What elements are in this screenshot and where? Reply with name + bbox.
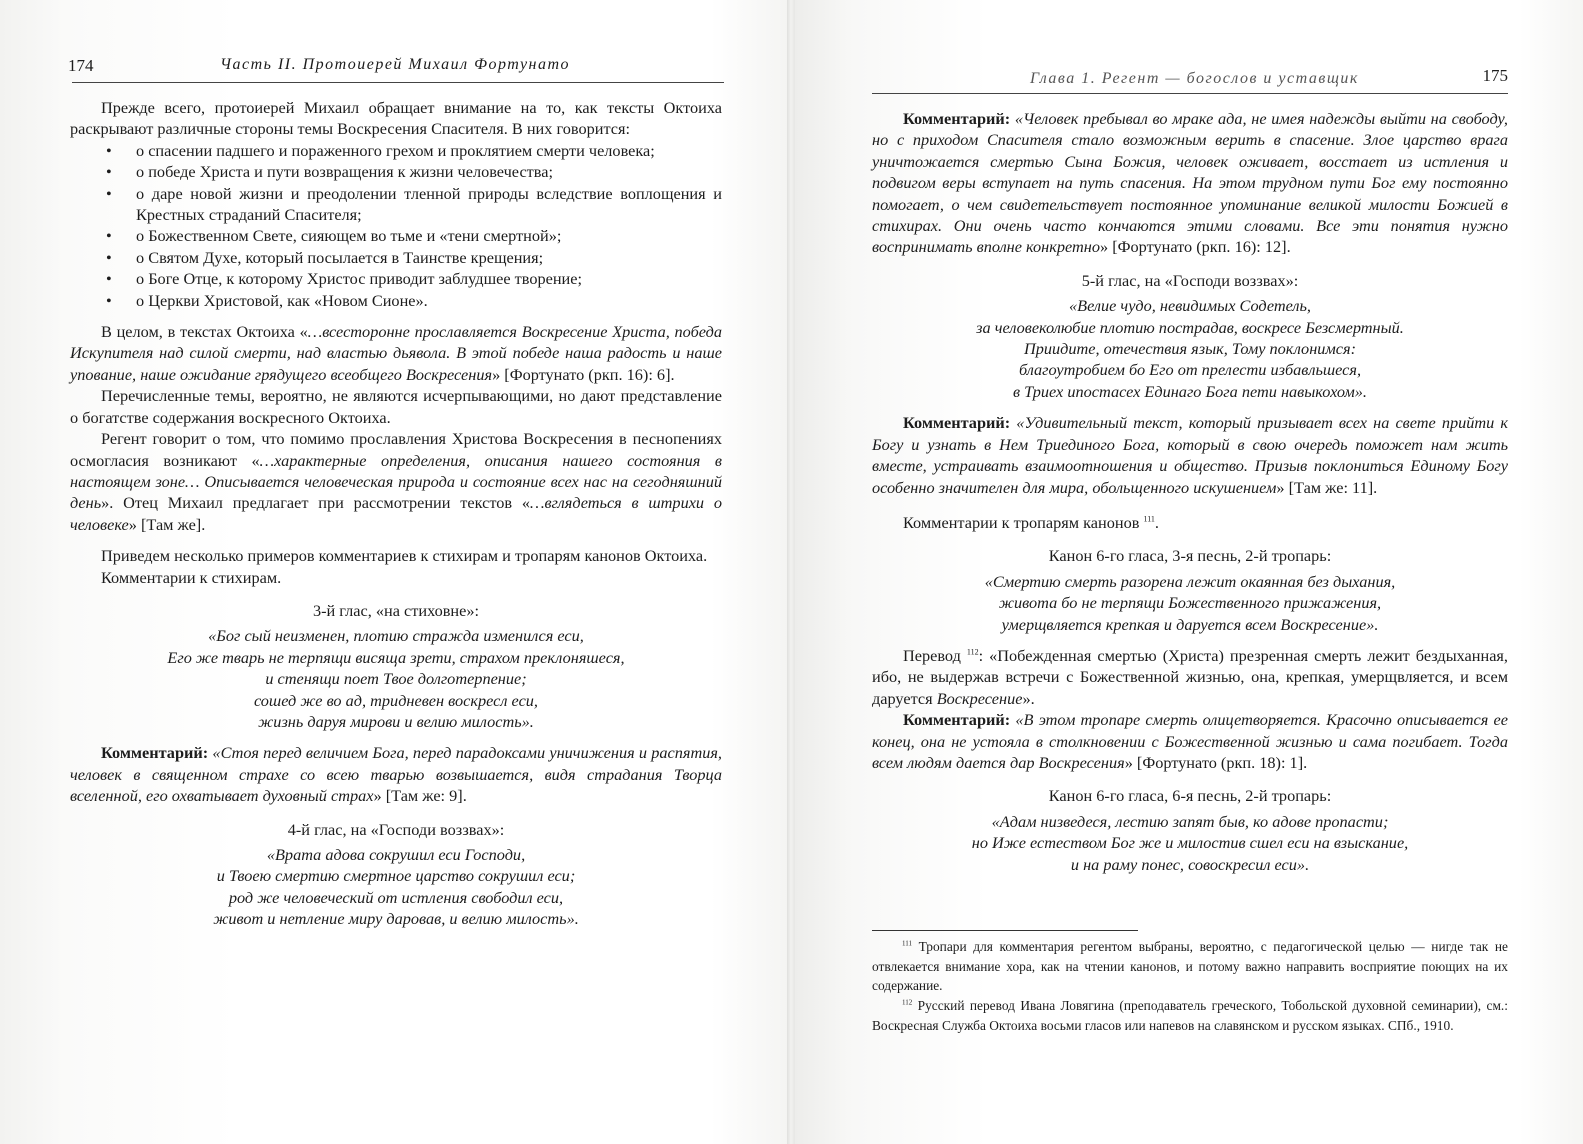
intro-paragraph: Прежде всего, протоиерей Михаил обращает внимание на то, как тексты Октоиха раскрывают различные стороны темы Воскресения Спасителя. В них говорится: bbox=[70, 98, 722, 139]
footnote-ref-112[interactable]: 112 bbox=[966, 647, 979, 657]
citation: » [Фортунато (ркп. 16): 6]. bbox=[492, 364, 675, 384]
verse-line: род же человеческий от истления свободил еси, bbox=[228, 887, 564, 907]
footnote bbox=[872, 937, 1508, 996]
citation: » [Фортунато (ркп. 16): 12]. bbox=[1100, 237, 1291, 257]
right-page-number: 175 bbox=[1482, 66, 1508, 85]
commentary-label: Комментарий: bbox=[101, 743, 209, 763]
troparia-intro: Комментарии к тропарям канонов $^{111}$. bbox=[903, 512, 1159, 532]
hymn-verse bbox=[70, 625, 722, 732]
commentary-paragraph bbox=[872, 412, 1508, 498]
verse-line: и на раму понес, совоскресил еси». bbox=[1070, 854, 1310, 874]
footnote-text: Тропари для комментария регентом выбраны, вероятно, с педагогической целью — нигде так не отвлекается внимание хора, как на чтении канонов, и потому важно направить восприятие поющих на их содержание. bbox=[872, 939, 1508, 994]
verse-line: жизнь даруя мирови и велию милость». bbox=[258, 711, 534, 731]
footnote-ref-111[interactable]: 111 bbox=[1143, 514, 1155, 524]
right-body bbox=[872, 108, 1508, 875]
verse-line: «Смертию смерть разорена лежит окаянная без дыхания, bbox=[984, 571, 1396, 591]
list-item: • о спасении падшего и пораженного грехом и проклятием смерти человека; bbox=[136, 140, 722, 161]
translation-label: Перевод bbox=[903, 645, 961, 665]
hymn-heading: Канон 6-го гласа, 6-я песнь, 2-й тропарь: bbox=[1048, 786, 1332, 806]
footnote bbox=[872, 996, 1508, 1035]
footnote-mark: 112 bbox=[902, 998, 913, 1007]
verse-line: Его же тварь не терпящи висяща зрети, страхом преклоняшеся, bbox=[167, 647, 625, 667]
hymn-verse bbox=[872, 295, 1508, 402]
footnote-mark: 111 bbox=[902, 939, 912, 948]
citation: » [Там же: 9]. bbox=[373, 786, 467, 806]
list-item: • о даре новой жизни и преодолении тленной природы вследствие воплощения и Крестных страданий Спасителя; bbox=[136, 183, 722, 226]
commentary-label: Комментарий: bbox=[903, 413, 1011, 433]
paragraph-examples: Приведем несколько примеров комментариев к стихирам и тропарям канонов Октоиха. bbox=[101, 546, 708, 566]
commentary-paragraph bbox=[872, 108, 1508, 258]
quote-text: …всесторонне прославляется Воскресение Христа, победа Искупителя над силой смерти, над властью дьявола. В этой победе наша радость и наше упование, наше ожидание грядущего всеобщего Воскресения bbox=[70, 322, 722, 384]
verse-line: «Врата адова сокрушил еси Господи, bbox=[266, 845, 526, 864]
text-run: Регент говорит о том, что помимо прославления Христова Воскресения в песнопениях осмогласия возникают « bbox=[70, 429, 722, 470]
paragraph-regent bbox=[70, 428, 722, 535]
left-header-title: Часть II. Протоиерей Михаил Фортунато bbox=[220, 56, 571, 73]
verse-line: «Велие чудо, невидимых Содетель, bbox=[1068, 296, 1311, 316]
commentary-paragraph bbox=[872, 709, 1508, 773]
list-item: • о Святом Духе, который посылается в Таинстве крещения; bbox=[136, 247, 722, 268]
citation: » [Фортунато (ркп. 18): 1]. bbox=[1124, 752, 1308, 772]
verse-line: Приидите, отечествия язык, Тому поклонимся: bbox=[1023, 339, 1357, 359]
left-body bbox=[70, 97, 722, 930]
hymn-heading: 5-й глас, на «Господи воззвах»: bbox=[1081, 270, 1299, 290]
footnotes bbox=[872, 937, 1508, 1036]
verse-line: но Иже естеством Бог же и милостив сшел еси на взыскание, bbox=[971, 833, 1409, 853]
hymn-verse bbox=[872, 811, 1508, 875]
commentary-paragraph bbox=[70, 742, 722, 806]
verse-line: «Бог сый неизменен, плотию стражда изменился еси, bbox=[208, 626, 584, 646]
verse-line: «Адам низведеся, лестию запят быв, ко адове пропасти; bbox=[991, 811, 1389, 831]
citation: » [Там же: 11]. bbox=[1276, 477, 1378, 497]
commentary-label: Комментарий: bbox=[903, 710, 1011, 730]
text-run: ». bbox=[1022, 688, 1035, 708]
quote-text: «Стоя перед величием Бога, перед парадоксами уничижения и распятия, человек в священном страхе со всею тварью возвышается, видя страдания Творца вселенной, его охватывает духовный страх bbox=[70, 743, 722, 806]
text-run: Комментарии к тропарям канонов bbox=[903, 512, 1140, 532]
quote-text: «Удивительный текст, который призывает всех на свете прийти к Богу и узнать в Нем Триединого Бога, который в свою очередь поможет нам жить вместе, устраивать взаимоотношения и общество. Призыв поклониться Единому Богу особенно значителен для мира, обольщенного искушением bbox=[872, 413, 1508, 497]
list-item: • о Божественном Свете, сияющем во тьме и «тени смертной»; bbox=[136, 225, 722, 246]
hymn-heading: 3-й глас, «на стиховне»: bbox=[312, 600, 480, 620]
text-run: ». Отец Михаил предлагает при рассмотрении текстов « bbox=[101, 493, 530, 513]
quote-text: …характерные определения, описания нашего состояния в настоящем зоне… Описывается человеческая природа и состояние всех нас на сегодняшний день bbox=[70, 450, 722, 513]
left-page-number: 174 bbox=[68, 56, 94, 75]
paragraph-themes: Перечисленные темы, вероятно, не являются исчерпывающими, но дают представление о богатстве содержания воскресного Октоиха. bbox=[70, 386, 722, 427]
verse-line: сошед же во ад, тридневен воскресл еси, bbox=[253, 690, 539, 710]
paragraph-stichera: Комментарии к стихирам. bbox=[101, 567, 282, 587]
list-item: • о Боге Отце, к которому Христос приводит заблудшее творение; bbox=[136, 268, 722, 289]
footnote-rule bbox=[872, 930, 1138, 931]
translation-paragraph bbox=[872, 645, 1508, 709]
text-run: В целом, в текстах Октоиха « bbox=[101, 322, 308, 342]
verse-line: живота бо не терпящи Божественного прижажения, bbox=[998, 593, 1382, 613]
paragraph-overview bbox=[70, 321, 722, 385]
commentary-label: Комментарий: bbox=[903, 109, 1011, 128]
verse-line: в Триех ипостасех Единаго Бога пети навыкохом». bbox=[1012, 381, 1368, 401]
footnote-text: Русский перевод Ивана Ловягина (преподаватель греческого, Тобольской духовной семинарии), см.: Воскресная Служба Октоиха восьми гласов или напевов на славянском и русском языках. СПб., 1910. bbox=[872, 998, 1508, 1033]
citation: » [Там же]. bbox=[128, 514, 206, 534]
hymn-heading: 4-й глас, на «Господи воззвах»: bbox=[287, 819, 505, 839]
verse-line: за человеколюбие плотию пострадав, воскресе Безсмертный. bbox=[976, 317, 1404, 337]
list-item: • о победе Христа и пути возвращения к жизни человечества; bbox=[136, 161, 722, 182]
quote-text: «Человек пребывал во мраке ада, не имея надежды выйти на свободу, но с приходом Спасителя стало возможным верить в спасение. Злое царство врага уничтожается смертью Сына Божия, человек оживает, восстает из истления и подвигом веры вступает на путь спасения. На этом трудном пути Бог ему постоянно помогает, о чем свидетельствует постоянное упоминание великой милости Божией в стихирах. Они очень часто кончаются этими словами. Все эти понятия нужно воспринимать вполне конкретно bbox=[872, 109, 1508, 257]
themes-list bbox=[70, 140, 722, 311]
verse-line: умерщвляется крепкая и даруется всем Воскресение». bbox=[1001, 614, 1379, 634]
hymn-verse bbox=[70, 844, 722, 930]
text-run: : «Побежденная смертью (Христа) презренная смерть лежит бездыханная, ибо, не выдержав встречи с Божественной жизнью, она, крепкая, умерщвляется, и всем даруется bbox=[872, 645, 1508, 708]
verse-line: живот и нетление миру даровав, и велию милость». bbox=[213, 909, 579, 929]
quote-text: Воскресение bbox=[936, 688, 1023, 708]
verse-line: и Твоею смертию смертное царство сокрушил еси; bbox=[216, 866, 576, 886]
right-header-title: Глава 1. Регент — богослов и уставщик bbox=[1030, 70, 1359, 87]
verse-line: и стенящи поет Твое долготерпение; bbox=[265, 669, 527, 689]
quote-text: «В этом тропаре смерть олицетворяется. Красочно описывается ее конец, она не устояла в столкновении с Божественной жизнью и сама погибает. Тогда всем людям дается дар Воскресения bbox=[872, 710, 1509, 772]
left-header-rule bbox=[72, 82, 724, 83]
hymn-verse bbox=[872, 571, 1508, 635]
right-page bbox=[790, 0, 1583, 1144]
book-gutter bbox=[787, 0, 795, 1144]
left-page bbox=[0, 0, 790, 1144]
hymn-heading: Канон 6-го гласа, 3-я песнь, 2-й тропарь: bbox=[1048, 546, 1332, 566]
right-header-rule bbox=[872, 93, 1508, 94]
quote-text: …вглядеться в штрихи о человеке bbox=[70, 493, 722, 534]
verse-line: благоутробием бо Его от прелести избавльшеся, bbox=[1018, 360, 1362, 380]
list-item: • о Церкви Христовой, как «Новом Сионе». bbox=[136, 290, 722, 311]
